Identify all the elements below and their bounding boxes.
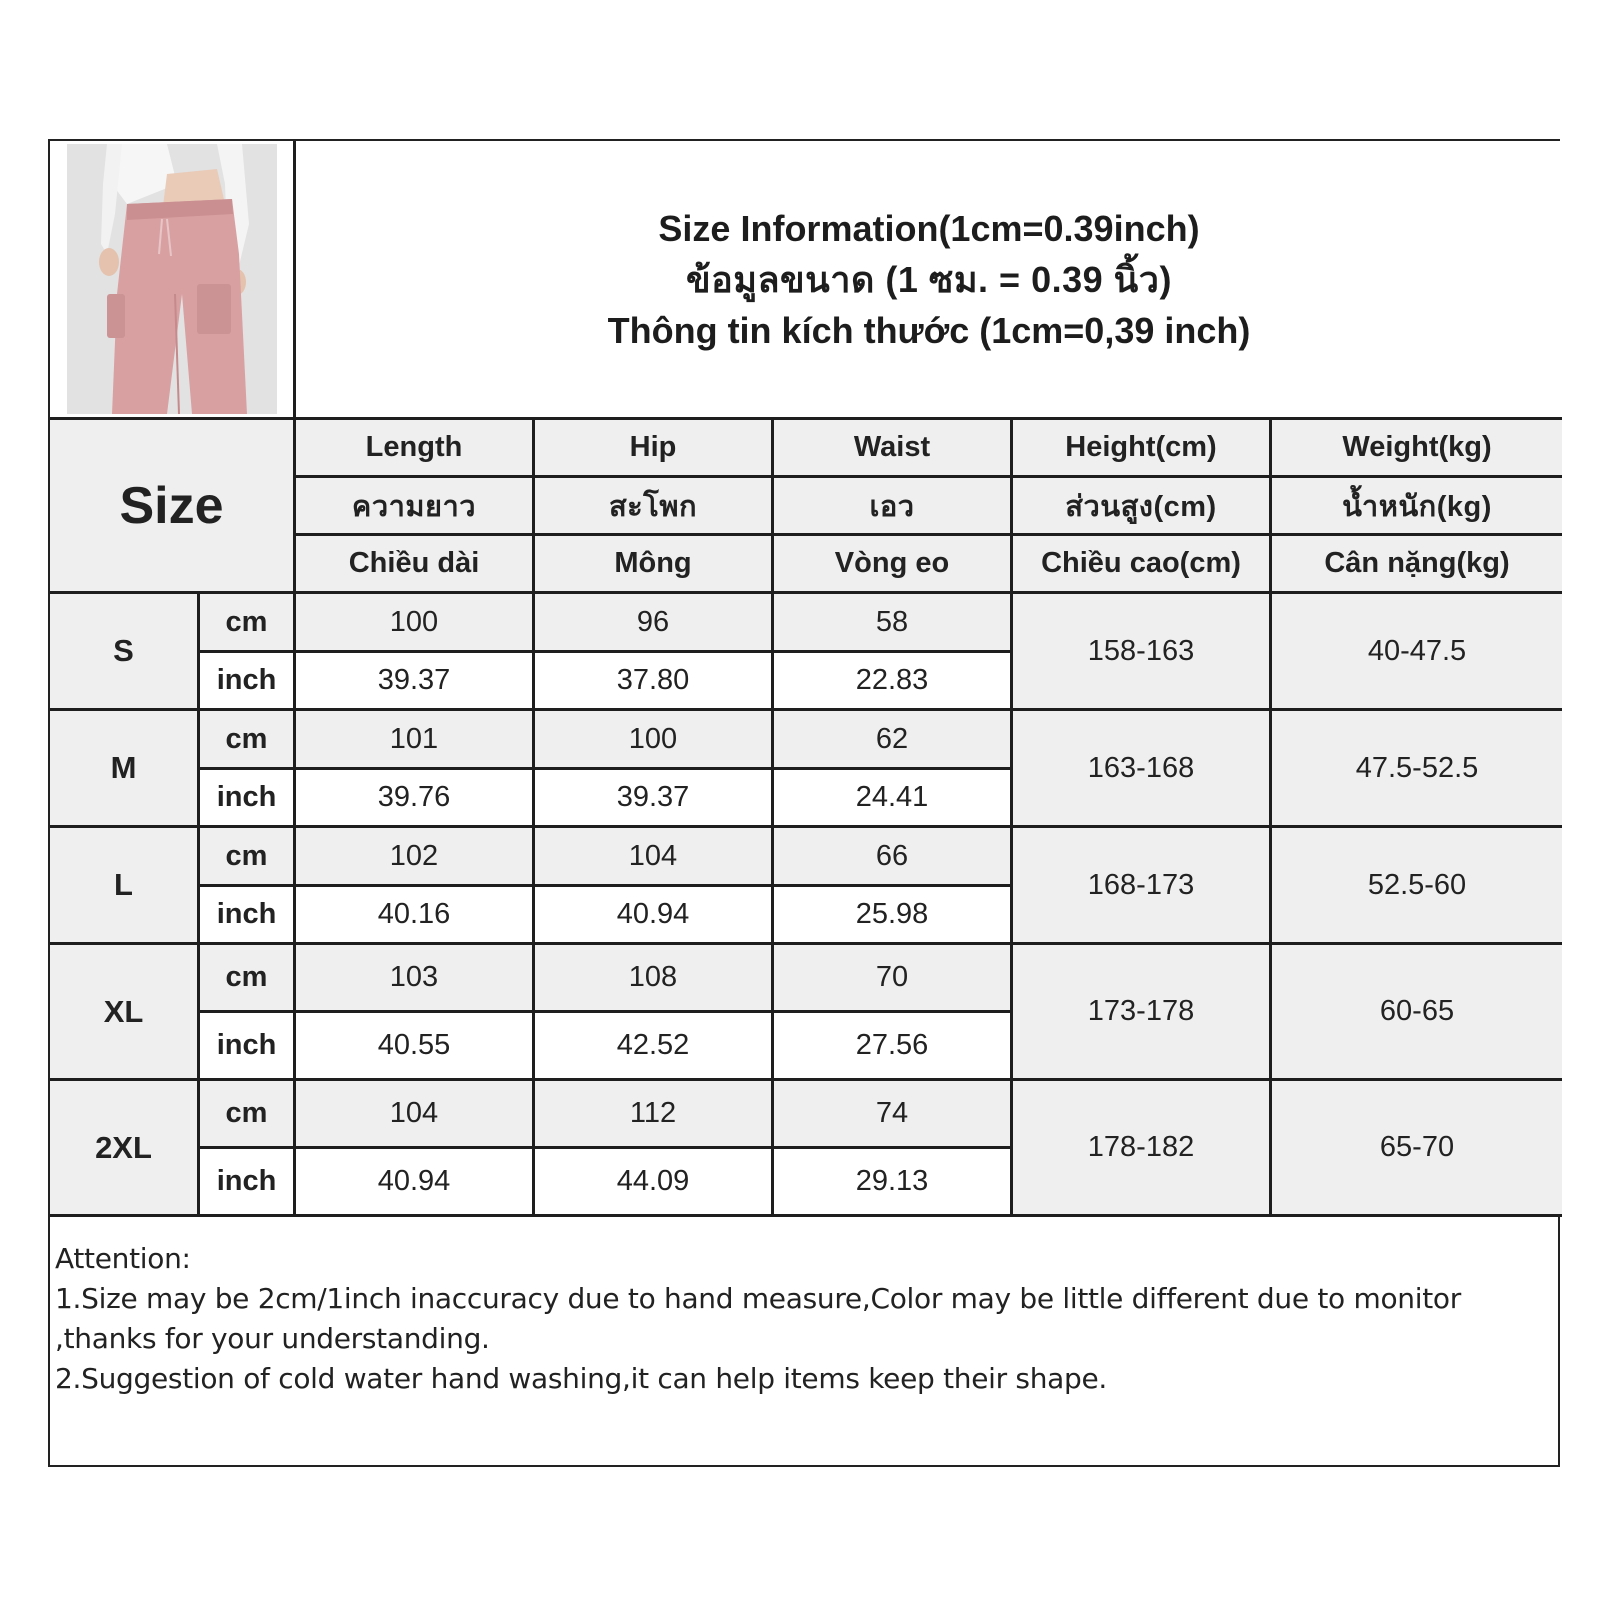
column-header-th: ความยาว [296,478,535,536]
weight-range-cell: 65-70 [1272,1081,1562,1217]
inch-value-cell: 37.80 [535,653,774,711]
inch-value-cell: 24.41 [774,770,1013,828]
column-header-vi: Cân nặng(kg) [1272,536,1562,594]
inch-value-cell: 44.09 [535,1149,774,1217]
unit-inch-cell: inch [200,653,296,711]
size-label-cell: L [50,828,200,945]
cm-value-cell: 58 [774,594,1013,653]
column-header-vi: Chiều cao(cm) [1013,536,1272,594]
size-chart-sheet [48,139,1560,1467]
column-header-en: Weight(kg) [1272,420,1562,478]
column-header-th: สะโพก [535,478,774,536]
inch-value-cell: 25.98 [774,887,1013,945]
cm-value-cell: 100 [296,594,535,653]
unit-cm-cell: cm [200,594,296,653]
inch-value-cell: 27.56 [774,1013,1013,1081]
pink-cargo-pants-photo-icon [67,144,277,414]
cm-value-cell: 66 [774,828,1013,887]
weight-range-cell: 60-65 [1272,945,1562,1081]
inch-value-cell: 40.94 [296,1149,535,1217]
unit-inch-cell: inch [200,770,296,828]
cm-value-cell: 108 [535,945,774,1013]
attention-line: 2.Suggestion of cold water hand washing,it can help items keep their shape. [55,1362,1108,1395]
inch-value-cell: 29.13 [774,1149,1013,1217]
weight-range-cell: 40-47.5 [1272,594,1562,711]
attention-line: ,thanks for your understanding. [55,1322,490,1355]
column-header-en: Height(cm) [1013,420,1272,478]
height-range-cell: 173-178 [1013,945,1272,1081]
unit-inch-cell: inch [200,887,296,945]
unit-cm-cell: cm [200,1081,296,1149]
inch-value-cell: 22.83 [774,653,1013,711]
column-header-en: Waist [774,420,1013,478]
cm-value-cell: 96 [535,594,774,653]
height-range-cell: 158-163 [1013,594,1272,711]
title-line-thai: ข้อมูลขนาด (1 ซม. = 0.39 นิ้ว) [686,258,1172,300]
attention-line: 1.Size may be 2cm/1inch inaccuracy due to hand measure,Color may be little different due to monitor [55,1282,1461,1315]
title-line-vietnamese: Thông tin kích thước (1cm=0,39 inch) [607,309,1251,351]
column-header-en: Length [296,420,535,478]
cm-value-cell: 104 [535,828,774,887]
column-header-vi: Vòng eo [774,536,1013,594]
height-range-cell: 168-173 [1013,828,1272,945]
cm-value-cell: 102 [296,828,535,887]
inch-value-cell: 42.52 [535,1013,774,1081]
attention-notes [55,1239,1550,1399]
column-header-th: เอว [774,478,1013,536]
size-label-cell: M [50,711,200,828]
product-photo-cell [50,141,296,420]
size-label-cell: 2XL [50,1081,200,1217]
unit-cm-cell: cm [200,828,296,887]
size-header: Size [50,420,296,594]
inch-value-cell: 40.55 [296,1013,535,1081]
unit-cm-cell: cm [200,711,296,770]
inch-value-cell: 39.37 [535,770,774,828]
cm-value-cell: 70 [774,945,1013,1013]
inch-value-cell: 40.16 [296,887,535,945]
unit-cm-cell: cm [200,945,296,1013]
column-header-vi: Mông [535,536,774,594]
unit-inch-cell: inch [200,1149,296,1217]
column-header-en: Hip [535,420,774,478]
size-information-title [296,141,1562,420]
inch-value-cell: 39.76 [296,770,535,828]
cm-value-cell: 74 [774,1081,1013,1149]
cm-value-cell: 100 [535,711,774,770]
inch-value-cell: 40.94 [535,887,774,945]
column-header-vi: Chiều dài [296,536,535,594]
column-header-th: น้ำหนัก(kg) [1272,478,1562,536]
inch-value-cell: 39.37 [296,653,535,711]
title-line-english: Size Information(1cm=0.39inch) [658,207,1200,249]
attention-heading: Attention: [55,1242,191,1275]
cm-value-cell: 104 [296,1081,535,1149]
cm-value-cell: 112 [535,1081,774,1149]
column-header-th: ส่วนสูง(cm) [1013,478,1272,536]
height-range-cell: 178-182 [1013,1081,1272,1217]
height-range-cell: 163-168 [1013,711,1272,828]
weight-range-cell: 52.5-60 [1272,828,1562,945]
cm-value-cell: 103 [296,945,535,1013]
cm-value-cell: 62 [774,711,1013,770]
unit-inch-cell: inch [200,1013,296,1081]
size-label-cell: XL [50,945,200,1081]
size-label-cell: S [50,594,200,711]
weight-range-cell: 47.5-52.5 [1272,711,1562,828]
cm-value-cell: 101 [296,711,535,770]
